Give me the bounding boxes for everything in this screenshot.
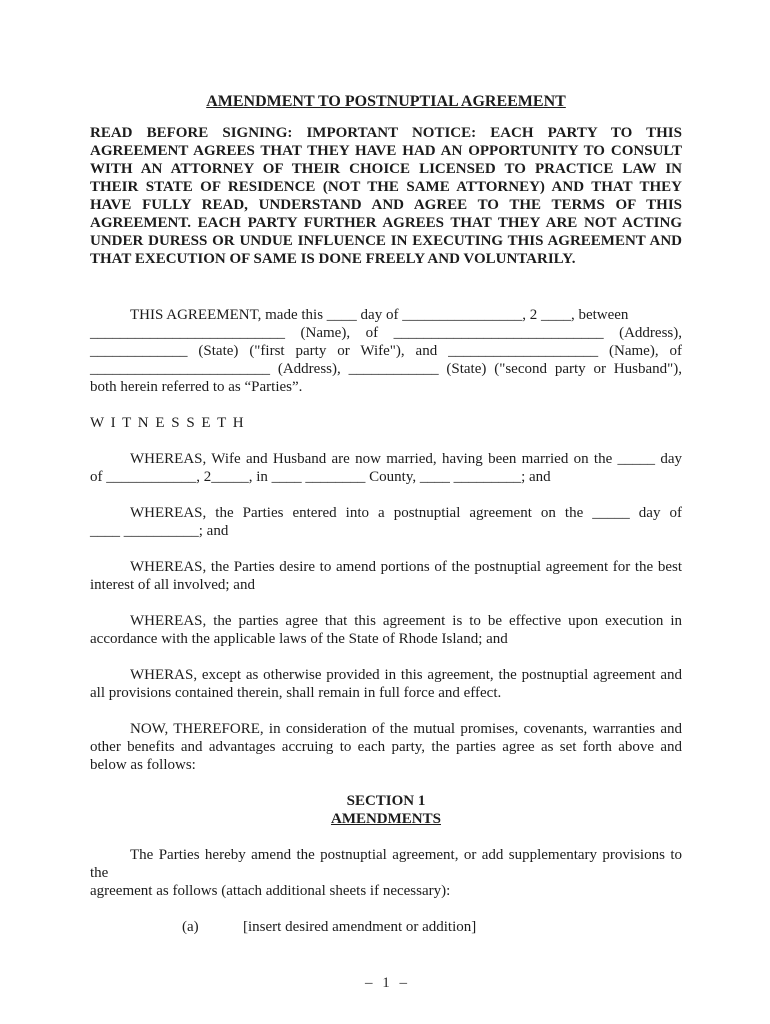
amendment-intro-paragraph bbox=[90, 846, 682, 900]
text-line: HAVE FULLY READ, UNDERSTAND AND AGREE TO THE TERMS OF THIS bbox=[90, 197, 682, 213]
section-title: AMENDMENTS bbox=[330, 811, 441, 827]
text-line: _____________ (State) ("first party or Wife"), and ____________________ (Name), of bbox=[90, 343, 682, 359]
whereas-married-paragraph bbox=[90, 450, 682, 486]
text-line: AGREEMENT. EACH PARTY FURTHER AGREES THAT THEY ARE NOT ACTING bbox=[90, 215, 682, 231]
text-line: both herein referred to as “Parties”. bbox=[90, 379, 303, 395]
text-line: all provisions contained therein, shall remain in full force and effect. bbox=[90, 685, 502, 701]
text-line: THAT EXECUTION OF SAME IS DONE FREELY AND VOLUNTARILY. bbox=[90, 251, 576, 267]
text-line: ____ __________; and bbox=[90, 523, 229, 539]
section-heading bbox=[90, 792, 682, 828]
text-line: WHEREAS, the parties agree that this agreement is to be effective upon execution in bbox=[130, 613, 682, 629]
page-number: – 1 – bbox=[365, 975, 407, 991]
whereas-amend-paragraph bbox=[90, 558, 682, 594]
amendment-item-a bbox=[90, 918, 682, 936]
text-line: AGREEMENT AGREES THAT THEY HAVE HAD AN OPPORTUNITY TO CONSULT bbox=[90, 143, 682, 159]
text-line: The Parties hereby amend the postnuptial agreement, or add supplementary provisions to the bbox=[90, 847, 682, 881]
text-line: WHEREAS, the Parties desire to amend portions of the postnuptial agreement for the best bbox=[130, 559, 682, 575]
text-line: THEIR STATE OF RESIDENCE (NOT THE SAME ATTORNEY) AND THAT THEY bbox=[90, 179, 682, 195]
text-line: of ____________, 2_____, in ____ ________ County, ____ _________; and bbox=[90, 469, 551, 485]
witnesseth-heading: W I T N E S S E T H bbox=[90, 415, 246, 431]
text-line: READ BEFORE SIGNING: IMPORTANT NOTICE: EACH PARTY TO THIS bbox=[90, 125, 682, 141]
text-line: ________________________ (Address), ____________ (State) ("second party or Husband"), bbox=[90, 361, 682, 377]
document-title: AMENDMENT TO POSTNUPTIAL AGREEMENT bbox=[206, 93, 566, 110]
section-number: SECTION 1 bbox=[346, 793, 426, 809]
whereas-force-paragraph bbox=[90, 666, 682, 702]
text-line: WITH AN ATTORNEY OF THEIR CHOICE LICENSED TO PRACTICE LAW IN bbox=[90, 161, 682, 177]
whereas-postnuptial-paragraph bbox=[90, 504, 682, 540]
text-line: NOW, THEREFORE, in consideration of the mutual promises, covenants, warranties and bbox=[130, 721, 682, 737]
text-line: agreement as follows (attach additional sheets if necessary): bbox=[90, 883, 451, 899]
text-line: THIS AGREEMENT, made this ____ day of ________________, 2 ____, between bbox=[130, 307, 629, 323]
text-line: other benefits and advantages accruing to each party, the parties agree as set forth above and bbox=[90, 739, 682, 755]
text-line: WHEREAS, Wife and Husband are now married, having been married on the _____ day bbox=[130, 451, 682, 467]
item-text: [insert desired amendment or addition] bbox=[243, 919, 477, 935]
text-line: below as follows: bbox=[90, 757, 196, 773]
text-line: WHEREAS, the Parties entered into a postnuptial agreement on the _____ day of bbox=[130, 505, 682, 521]
intro-paragraph bbox=[90, 306, 682, 396]
text-line: accordance with the applicable laws of the State of Rhode Island; and bbox=[90, 631, 508, 647]
text-line: __________________________ (Name), of ____________________________ (Address), bbox=[90, 325, 682, 341]
text-line: UNDER DURESS OR UNDUE INFLUENCE IN EXECUTING THIS AGREEMENT AND bbox=[90, 233, 682, 249]
item-label: (a) bbox=[182, 919, 199, 935]
text-line: WHERAS, except as otherwise provided in this agreement, the postnuptial agreement and bbox=[130, 667, 682, 683]
whereas-effective-paragraph bbox=[90, 612, 682, 648]
now-therefore-paragraph bbox=[90, 720, 682, 774]
text-line: interest of all involved; and bbox=[90, 577, 255, 593]
notice-paragraph bbox=[90, 124, 682, 268]
